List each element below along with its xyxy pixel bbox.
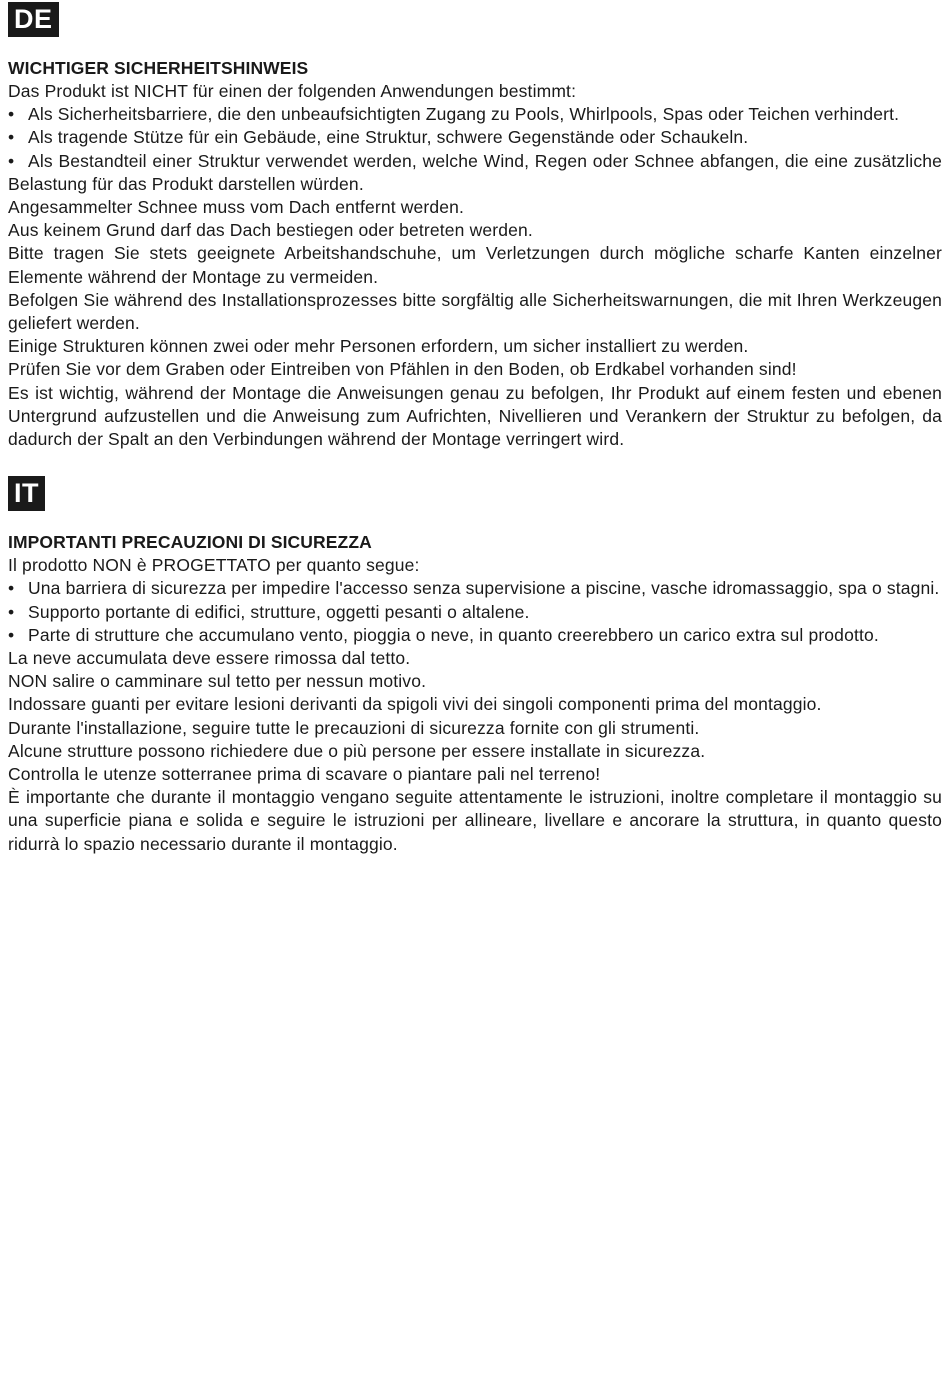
paragraph-list-de — [8, 80, 942, 451]
paragraph-text: Una barriera di sicurezza per impedire l'accesso senza supervisione a piscine, vasche idromassaggio, spa o stagni. — [28, 578, 940, 599]
language-badge-de: DE — [8, 2, 59, 37]
paragraph-text: È importante che durante il montaggio vengano seguite attentamente le istruzioni, inoltre completare il montaggio su una superficie piana e solida e seguire le istruzioni per allineare, livellare e ancorare la struttura, in quanto questo ridurrà lo spazio necessario durante il montaggio. — [8, 787, 942, 854]
bullet-item — [8, 150, 942, 196]
paragraph — [8, 763, 942, 786]
paragraph — [8, 382, 942, 452]
paragraph-list-it — [8, 554, 942, 856]
bullet-icon: • — [8, 150, 15, 171]
section-german — [8, 2, 942, 451]
bullet-icon: • — [8, 127, 15, 148]
paragraph-text: Angesammelter Schnee muss vom Dach entfernt werden. — [8, 197, 465, 218]
paragraph — [8, 693, 942, 716]
paragraph — [8, 670, 942, 693]
paragraph-text: Prüfen Sie vor dem Graben oder Eintreiben von Pfählen in den Boden, ob Erdkabel vorhanden sind! — [8, 359, 797, 380]
paragraph — [8, 717, 942, 740]
bullet-item — [8, 601, 942, 624]
bullet-item — [8, 126, 942, 149]
paragraph-text: Es ist wichtig, während der Montage die Anweisungen genau zu befolgen, Ihr Produkt auf einem festen und ebenen Untergrund aufzustellen und die Anweisung zum Aufrichten, Nivellieren und Verankern der Struktur zu befolgen, da dadurch der Spalt an den Verbindungen während der Montage verringert wird. — [8, 382, 942, 450]
paragraph-text: Alcune strutture possono richiedere due o più persone per essere installate in sicurezza. — [8, 740, 706, 761]
bullet-icon: • — [8, 624, 15, 645]
bullet-icon: • — [8, 578, 15, 599]
paragraph — [8, 335, 942, 358]
paragraph-text: Bitte tragen Sie stets geeignete Arbeitshandschuhe, um Verletzungen durch mögliche scharfe Kanten einzelner Elemente während der Montage zu vermeiden. — [8, 243, 942, 287]
paragraph-text: Einige Strukturen können zwei oder mehr Personen erfordern, um sicher installiert zu werden. — [8, 336, 749, 357]
paragraph — [8, 786, 942, 856]
paragraph-text: Als Bestandteil einer Struktur verwendet werden, welche Wind, Regen oder Schnee abfangen, die eine zusätzliche Belastung für das Produkt darstellen würden. — [8, 150, 942, 194]
language-badge-it: IT — [8, 476, 45, 511]
paragraph — [8, 740, 942, 763]
bullet-icon: • — [8, 104, 15, 125]
paragraph — [8, 289, 942, 335]
section-italian — [8, 476, 942, 856]
paragraph-text: Durante l'installazione, seguire tutte le precauzioni di sicurezza fornite con gli strumenti. — [8, 717, 700, 738]
paragraph-text: Il prodotto NON è PROGETTATO per quanto segue: — [8, 555, 420, 576]
paragraph — [8, 647, 942, 670]
paragraph — [8, 554, 942, 577]
paragraph-text: Als Sicherheitsbarriere, die den unbeaufsichtigten Zugang zu Pools, Whirlpools, Spas oder Teichen verhindert. — [28, 104, 900, 125]
paragraph-text: Aus keinem Grund darf das Dach bestiegen oder betreten werden. — [8, 220, 533, 241]
paragraph-text: Als tragende Stütze für ein Gebäude, eine Struktur, schwere Gegenstände oder Schaukeln. — [28, 127, 749, 148]
paragraph-text: Controlla le utenze sotterranee prima di scavare o piantare pali nel terreno! — [8, 764, 601, 785]
paragraph — [8, 358, 942, 381]
section-title-de: WICHTIGER SICHERHEITSHINWEIS — [8, 58, 309, 78]
paragraph-text: Parte di strutture che accumulano vento, pioggia o neve, in quanto creerebbero un carico extra sul prodotto. — [28, 624, 879, 645]
paragraph-text: Supporto portante di edifici, strutture, oggetti pesanti o altalene. — [28, 601, 530, 622]
bullet-item — [8, 577, 942, 600]
section-title-it: IMPORTANTI PRECAUZIONI DI SICUREZZA — [8, 532, 372, 553]
bullet-icon: • — [8, 601, 15, 622]
paragraph-text: Das Produkt ist NICHT für einen der folgenden Anwendungen bestimmt: — [8, 81, 577, 101]
paragraph — [8, 80, 942, 103]
document-page — [8, 2, 942, 856]
paragraph-text: Befolgen Sie während des Installationsprozesses bitte sorgfältig alle Sicherheitswarnungen, die mit Ihren Werkzeugen geliefert werden. — [8, 289, 942, 334]
paragraph-text: NON salire o camminare sul tetto per nessun motivo. — [8, 671, 427, 692]
paragraph — [8, 219, 942, 242]
paragraph — [8, 196, 942, 219]
bullet-item — [8, 624, 942, 647]
paragraph-text: La neve accumulata deve essere rimossa dal tetto. — [8, 648, 411, 669]
paragraph-text: Indossare guanti per evitare lesioni derivanti da spigoli vivi dei singoli componenti prima del montaggio. — [8, 694, 822, 715]
bullet-item — [8, 103, 942, 126]
paragraph — [8, 242, 942, 288]
